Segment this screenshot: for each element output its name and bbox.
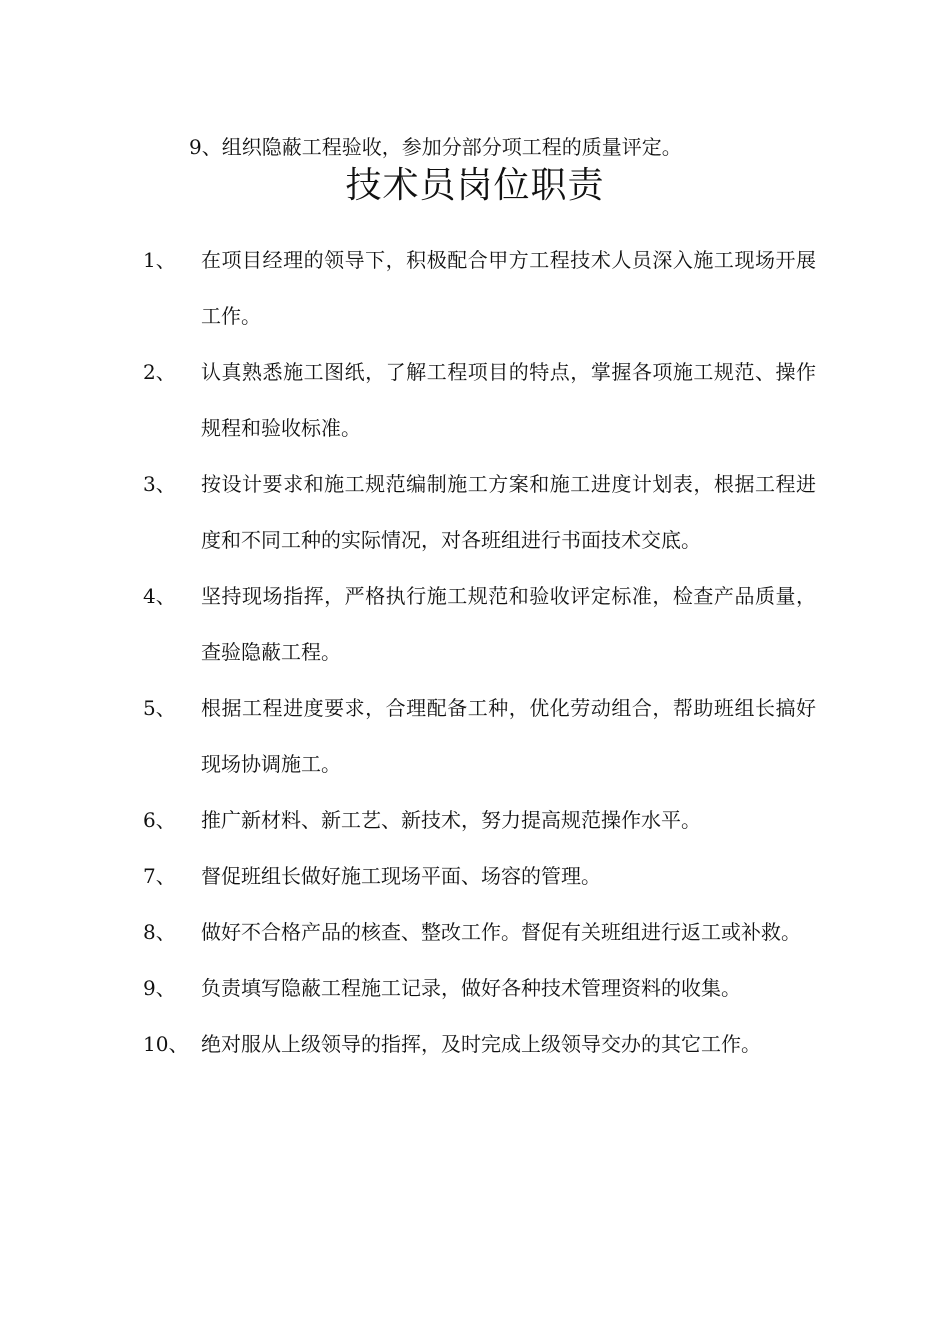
item-number: 6、 [143,808,176,832]
item-number: 5、 [143,696,176,720]
item-text: 做好不合格产品的核查、整改工作。督促有关班组进行返工或补救。 [201,920,801,944]
item-number: 9、 [143,976,176,1000]
item-text: 督促班组长做好施工现场平面、场容的管理。 [201,864,601,888]
item-number: 4、 [143,584,176,608]
duty-list [0,232,950,1072]
item-number: 2、 [143,360,176,384]
page-title: 技术员岗位职责 [345,165,605,206]
list-item [0,792,950,848]
list-item [0,344,950,456]
item-text: 负责填写隐蔽工程施工记录，做好各种技术管理资料的收集。 [201,976,741,1000]
item-number: 8、 [143,920,176,944]
item-text: 绝对服从上级领导的指挥，及时完成上级领导交办的其它工作。 [201,1032,761,1056]
list-item [0,232,950,344]
item-text: 在项目经理的领导下，积极配合甲方工程技术人员深入施工现场开展工作。 [201,248,816,328]
item-text: 根据工程进度要求，合理配备工种，优化劳动组合，帮助班组长搞好现场协调施工。 [201,696,816,776]
carry-over-line: 9、组织隐蔽工程验收，参加分部分项工程的质量评定。 [189,135,682,159]
item-text: 坚持现场指挥，严格执行施工规范和验收评定标准，检查产品质量，查验隐蔽工程。 [201,584,816,664]
item-number: 3、 [143,472,176,496]
item-number: 10、 [143,1032,189,1056]
list-item [0,960,950,1016]
list-item [0,456,950,568]
item-text: 按设计要求和施工规范编制施工方案和施工进度计划表，根据工程进度和不同工种的实际情况，对各班组进行书面技术交底。 [201,472,816,552]
list-item [0,568,950,680]
item-text: 推广新材料、新工艺、新技术，努力提高规范操作水平。 [201,808,701,832]
item-number: 1、 [143,248,176,272]
list-item [0,680,950,792]
list-item [0,904,950,960]
item-text: 认真熟悉施工图纸，了解工程项目的特点，掌握各项施工规范、操作规程和验收标准。 [201,360,816,440]
item-number: 7、 [143,864,176,888]
list-item [0,1016,950,1072]
list-item [0,848,950,904]
